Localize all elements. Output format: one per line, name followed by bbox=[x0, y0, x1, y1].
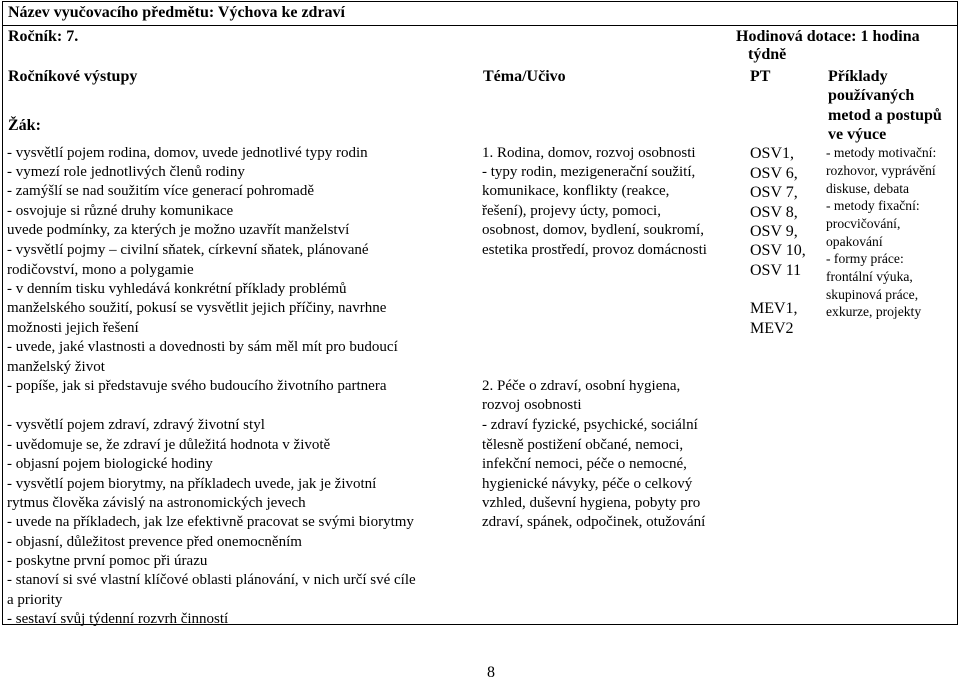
list-item: - popíše, jak si představuje svého budoucího životního partnera bbox=[7, 378, 387, 394]
pt-code: OSV1, bbox=[750, 145, 795, 162]
pt-code: OSV 7, bbox=[750, 184, 798, 201]
grade-label: Ročník: 7. bbox=[8, 28, 79, 45]
column-pt: PT bbox=[750, 68, 771, 85]
list-item: - poskytne první pomoc při úrazu bbox=[7, 553, 208, 569]
topic-line: 2. Péče o zdraví, osobní hygiena, bbox=[482, 378, 681, 394]
method-line: - metody fixační: bbox=[826, 198, 920, 213]
topic-line: řešení), projevy úcty, pomoci, bbox=[482, 203, 661, 219]
list-item: uvede podmínky, za kterých je možno uzavřít manželství bbox=[7, 222, 350, 238]
topic-line: - zdraví fyzické, psychické, sociální bbox=[482, 417, 698, 433]
pupil-label: Žák: bbox=[8, 117, 41, 134]
list-item: - stanoví si své vlastní klíčové oblasti plánování, v nich určí své cíle bbox=[7, 572, 416, 588]
pt-code: OSV 11 bbox=[750, 262, 802, 279]
method-line: exkurze, projekty bbox=[826, 304, 922, 319]
column-topic: Téma/Učivo bbox=[483, 68, 566, 85]
method-line: opakování bbox=[826, 234, 883, 249]
column-examples-3: metod a postupů bbox=[828, 107, 942, 124]
page-number: 8 bbox=[487, 664, 495, 681]
topic-line: rozvoj osobnosti bbox=[482, 397, 582, 413]
list-item: - uvede na příkladech, jak lze efektivně pracovat se svými biorytmy bbox=[7, 514, 414, 530]
topic-line: tělesně postižení občané, nemoci, bbox=[482, 437, 684, 453]
list-item: manželský život bbox=[7, 359, 105, 375]
method-line: frontální výuka, bbox=[826, 269, 913, 284]
pt-code: OSV 6, bbox=[750, 165, 798, 182]
topic-line: infekční nemoci, péče o nemocné, bbox=[482, 456, 687, 472]
column-outcomes: Ročníkové výstupy bbox=[8, 68, 138, 85]
subject-title: Název vyučovacího předmětu: Výchova ke zdraví bbox=[8, 4, 345, 21]
topic-line: estetika prostředí, provoz domácnosti bbox=[482, 242, 707, 258]
list-item: manželského soužití, pokusí se vysvětlit jejich příčiny, navrhne bbox=[7, 300, 387, 316]
method-line: - metody motivační: bbox=[826, 145, 937, 160]
list-item: - zamýšlí se nad soužitím více generací pohromadě bbox=[7, 183, 314, 199]
column-examples-1: Příklady bbox=[828, 68, 888, 85]
list-item: rytmus člověka závislý na astronomických jevech bbox=[7, 495, 306, 511]
pt-code: OSV 9, bbox=[750, 223, 798, 240]
topic-line: komunikace, konflikty (reakce, bbox=[482, 183, 670, 199]
list-item: - uvědomuje se, že zdraví je důležitá hodnota v životě bbox=[7, 437, 331, 453]
topic-line: vzhled, duševní hygiena, pobyty pro bbox=[482, 495, 701, 511]
list-item: - vysvětlí pojem zdraví, zdravý životní styl bbox=[7, 417, 265, 433]
topic-line: osobnost, domov, bydlení, soukromí, bbox=[482, 222, 704, 238]
list-item: - vymezí role jednotlivých členů rodiny bbox=[7, 164, 245, 180]
list-item: možnosti jejich řešení bbox=[7, 320, 139, 336]
header-row-divider bbox=[2, 25, 958, 26]
topic-line: 1. Rodina, domov, rozvoj osobnosti bbox=[482, 145, 696, 161]
table-top-border bbox=[2, 1, 958, 2]
column-examples-4: ve výuce bbox=[828, 126, 887, 143]
list-item: rodičovství, mono a polygamie bbox=[7, 262, 194, 278]
column-examples-2: používaných bbox=[828, 87, 915, 104]
pt-code: MEV1, bbox=[750, 300, 798, 317]
hours-label: Hodinová dotace: 1 hodina bbox=[736, 28, 920, 45]
method-line: - formy práce: bbox=[826, 251, 904, 266]
topic-line: zdraví, spánek, odpočinek, otužování bbox=[482, 514, 706, 530]
list-item: - vysvětlí pojem biorytmy, na příkladech uvede, jak je životní bbox=[7, 476, 377, 492]
hours-label-cont: týdně bbox=[748, 46, 787, 63]
method-line: procvičování, bbox=[826, 216, 901, 231]
list-item: - uvede, jaké vlastnosti a dovednosti by sám měl mít pro budoucí bbox=[7, 339, 398, 355]
topic-line: hygienické návyky, péče o celkový bbox=[482, 476, 693, 492]
topic-line: - typy rodin, mezigenerační soužití, bbox=[482, 164, 696, 180]
list-item: - osvojuje si různé druhy komunikace bbox=[7, 203, 234, 219]
list-item: - sestaví svůj týdenní rozvrh činností bbox=[7, 611, 229, 627]
method-line: skupinová práce, bbox=[826, 287, 919, 302]
table-left-border bbox=[2, 1, 3, 625]
method-line: rozhovor, vyprávění bbox=[826, 163, 936, 178]
list-item: - v denním tisku vyhledává konkrétní příklady problémů bbox=[7, 281, 347, 297]
list-item: - objasní, důležitost prevence před onemocněním bbox=[7, 534, 302, 550]
pt-code: OSV 8, bbox=[750, 204, 798, 221]
list-item: - vysvětlí pojmy – civilní sňatek, církevní sňatek, plánované bbox=[7, 242, 369, 258]
pt-code: MEV2 bbox=[750, 320, 794, 337]
list-item: - vysvětlí pojem rodina, domov, uvede jednotlivé typy rodin bbox=[7, 145, 368, 161]
list-item: - objasní pojem biologické hodiny bbox=[7, 456, 213, 472]
table-right-border bbox=[957, 1, 958, 625]
pt-code: OSV 10, bbox=[750, 242, 806, 259]
list-item: a priority bbox=[7, 592, 63, 608]
method-line: diskuse, debata bbox=[826, 181, 910, 196]
